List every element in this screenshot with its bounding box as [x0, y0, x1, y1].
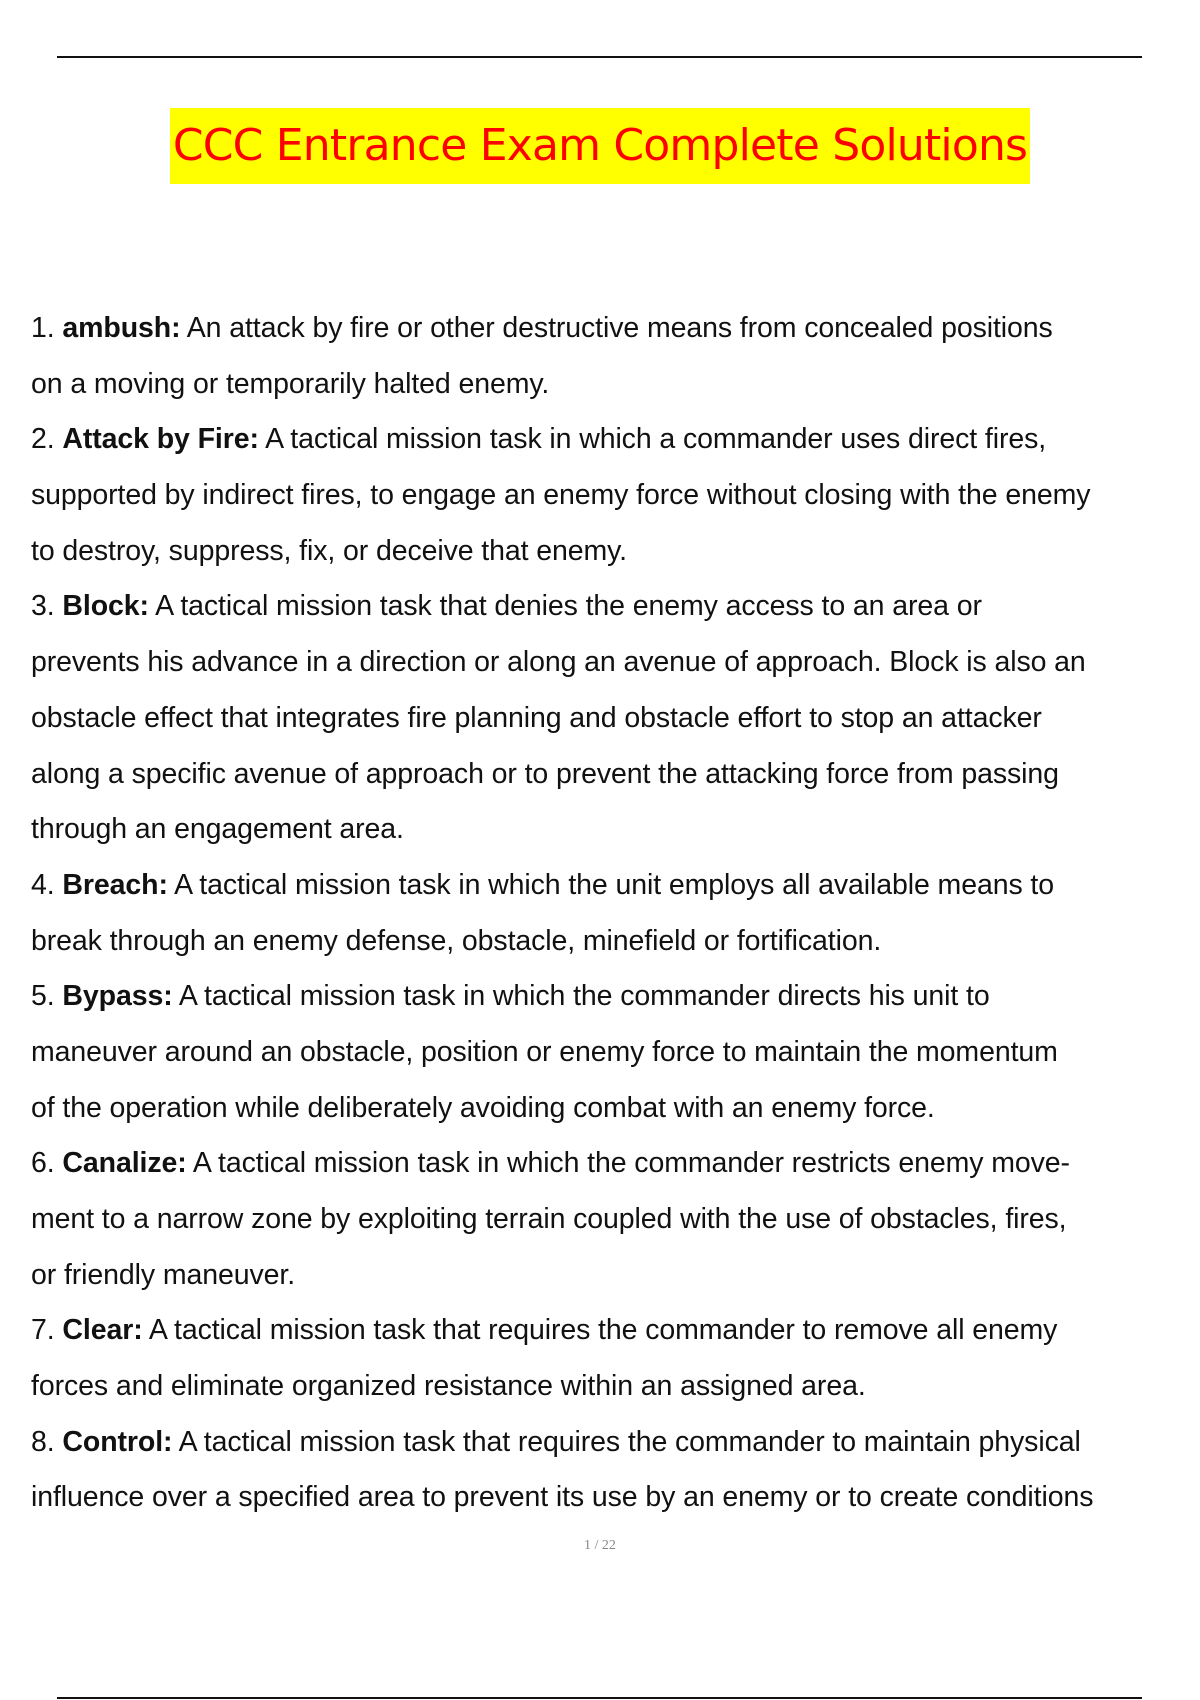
definition-text: break through an enemy defense, obstacle, minefield or fortification.	[31, 924, 882, 957]
definition-text: A tactical mission task in which a commander uses direct fires,	[258, 423, 1047, 456]
item-number: 7.	[31, 1314, 55, 1347]
title-container	[0, 108, 1200, 184]
term-label: ambush:	[62, 312, 181, 344]
definition-text: A tactical mission task in which the commander restricts enemy move-	[186, 1147, 1070, 1180]
definition-text: ment to a narrow zone by exploiting terrain coupled with the use of obstacles, fires,	[31, 1203, 1067, 1235]
item-number: 8.	[31, 1425, 55, 1458]
definition-text: maneuver around an obstacle, position or enemy force to maintain the momentum	[31, 1035, 1058, 1068]
item-number: 2.	[31, 423, 55, 456]
term-label: Breach:	[62, 868, 168, 901]
definition-text: A tactical mission task that requires the commander to maintain physical	[172, 1425, 1081, 1458]
definition-text: to destroy, suppress, fix, or deceive that enemy.	[31, 534, 627, 567]
definition-text: A tactical mission task that requires the commander to remove all enemy	[142, 1314, 1058, 1347]
definition-text: along a specific avenue of approach or to prevent the attacking force from passing	[31, 757, 1059, 790]
item-number: 6.	[31, 1147, 55, 1180]
term-label: Attack by Fire:	[62, 423, 259, 456]
definition-text: of the operation while deliberately avoiding combat with an enemy force.	[31, 1091, 935, 1124]
top-rule	[57, 56, 1142, 58]
definition-text: through an engagement area.	[31, 813, 404, 846]
definition-text: prevents his advance in a direction or along an avenue of approach. Block is also an	[31, 646, 1086, 679]
definition-text: A tactical mission task in which the unit employs all available means to	[167, 868, 1054, 901]
term-label: Control:	[62, 1425, 173, 1458]
definition-text: supported by indirect fires, to engage an enemy force without closing with the enemy	[31, 479, 1091, 512]
definition-item	[31, 301, 1200, 412]
definition-item	[31, 1303, 1200, 1414]
item-number: 1.	[31, 312, 55, 344]
term-label: Bypass:	[62, 980, 173, 1013]
definition-text: forces and eliminate organized resistance within an assigned area.	[31, 1370, 866, 1403]
definition-text: A tactical mission task in which the commander directs his unit to	[172, 980, 990, 1013]
definition-text: on a moving or temporarily halted enemy.	[31, 367, 550, 400]
definition-text: An attack by fire or other destructive means from concealed positions	[180, 312, 1053, 344]
term-label: Clear:	[62, 1314, 143, 1347]
term-label: Block:	[62, 590, 149, 623]
page-indicator: 1 / 22	[584, 1538, 616, 1553]
item-number: 4.	[31, 868, 55, 901]
bottom-rule	[57, 1697, 1142, 1699]
definition-text: influence over a specified area to prevent its use by an enemy or to create conditions	[31, 1481, 1094, 1514]
term-label: Canalize:	[62, 1147, 187, 1180]
definition-item	[31, 412, 1200, 579]
definition-item	[31, 1415, 1200, 1526]
definition-text: or friendly maneuver.	[31, 1258, 296, 1291]
definition-item	[31, 858, 1200, 969]
definition-item	[31, 579, 1200, 857]
item-number: 3.	[31, 590, 55, 623]
definition-text: A tactical mission task that denies the enemy access to an area or	[148, 590, 982, 623]
definition-item	[31, 969, 1200, 1136]
definition-text: obstacle effect that integrates fire planning and obstacle effort to stop an attacker	[31, 701, 1042, 734]
item-number: 5.	[31, 980, 55, 1013]
document-title: CCC Entrance Exam Complete Solutions	[170, 108, 1030, 184]
definition-item	[31, 1136, 1200, 1303]
definition-list	[31, 301, 1200, 1526]
